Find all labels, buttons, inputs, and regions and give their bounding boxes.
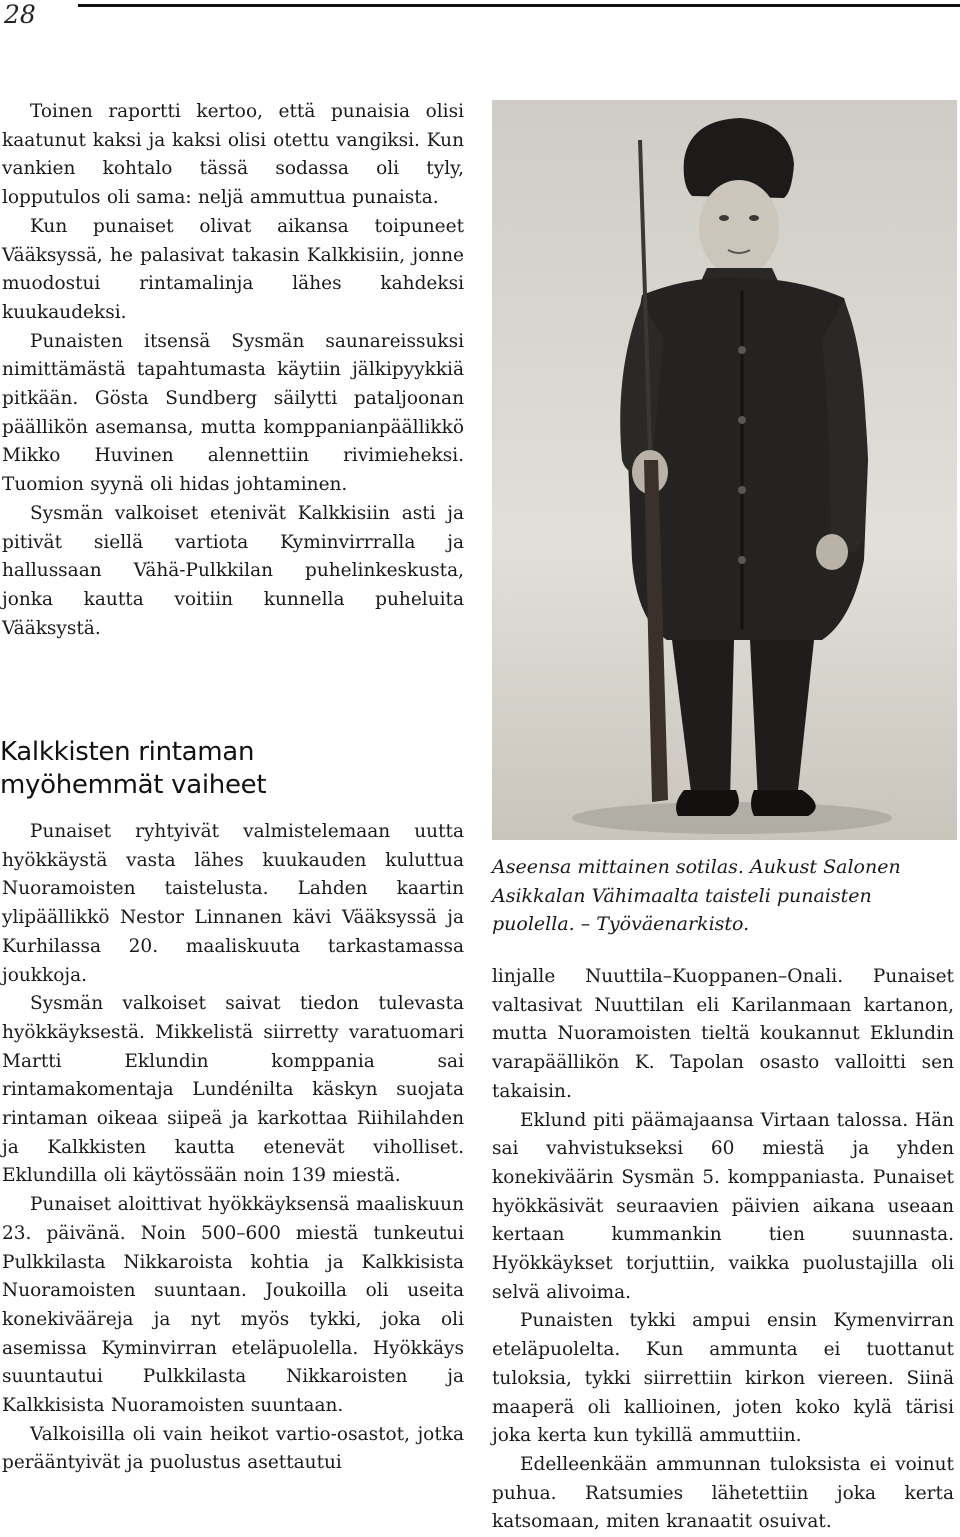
header-rule	[78, 4, 960, 7]
paragraph: Punaisten tykki ampui ensin Kymenvirran eteläpuolelta. Kun ammunta ei tuottanut tuloksia, tykki siirrettiin kirkon viereen. Siinä maaperä oli kallioinen, joten koko kylä tärisi joka kerta kun tykillä ammuttiin.	[492, 1310, 954, 1447]
soldier-photo	[492, 100, 957, 840]
right-column	[492, 963, 954, 1537]
left-column-top	[2, 98, 464, 643]
section-heading	[0, 736, 470, 802]
photo-caption: Aseensa mittainen sotilas. Aukust Salonen Asikkalan Vähimaalta taisteli punaisten puolella. – Työväenarkisto.	[492, 856, 901, 935]
paragraph: Kun punaiset olivat aikansa toipuneet Vääksyssä, he palasivat takasin Kalkkisiin, jonne muodostui rintamalinja lähes kahdeksi kuukaudeksi.	[2, 215, 464, 323]
paragraph: Sysmän valkoiset etenivät Kalkkisiin asti ja pitivät siellä vartiota Kyminvirrralla ja hallussaan Vähä-Pulkkilan puhelinkeskusta, jonka kautta voitiin kunnella puheluita Vääksystä.	[2, 502, 464, 639]
paragraph: linjalle Nuuttila–Kuoppanen–Onali. Punaiset valtasivat Nuuttilan eli Karilanmaan kartanon, mutta Nuoramoisten tieltä koukannut Eklundin varapäällikön K. Tapolan osasto valloitti sen takaisin.	[492, 966, 954, 1102]
paragraph: Punaisten itsensä Sysmän saunareissuksi nimittämästä tapahtumasta käytiin jälkipyykkiä pitkään. Gösta Sundberg säilytti pataljoonan päällikön asemansa, mutta komppanianpäällikkö Mikko Huvinen alennettiin rivimieheksi. Tuomion syynä oli hidas johtaminen.	[2, 330, 464, 496]
soldier-illustration	[492, 100, 957, 840]
section-heading-line2: myöhemmät vaiheet	[0, 770, 267, 800]
paragraph: Valkoisilla oli vain heikot vartio-osastot, jotka perääntyivät ja puolustus asettautui	[2, 1423, 464, 1474]
left-column-bottom	[2, 818, 464, 1478]
paragraph: Punaiset aloittivat hyökkäyksensä maaliskuun 23. päivänä. Noin 500–600 miestä tunkeutui Pulkkilasta Nikkaroista kohtia ja Kalkkisista Nuoramoisten suuntaan. Joukoilla oli useita konekivääreja ja nyt myös tykki, joka oli asemissa Kyminvirran eteläpuolella. Hyökkäys suuntautui Pulkkilasta Nikkaroisten ja Kalkkisista Nuoramoisten suuntaan.	[2, 1194, 464, 1417]
paragraph: Sysmän valkoiset saivat tiedon tulevasta hyökkäyksestä. Mikkelistä siirretty varatuomari Martti Eklundin komppania sai rintamakomentaja Lundénilta käskyn suojata rintaman oikeaa siipeä ja karkottaa Riihilahden ja Kalkkisten kautta etenevät viholliset. Eklundilla oli käytössään noin 139 miestä.	[2, 993, 464, 1187]
paragraph: Punaiset ryhtyivät valmistelemaan uutta hyökkäystä vasta lähes kuukauden kuluttua Nuoramoisten taistelusta. Lahden kaartin ylipäällikkö Nestor Linnanen kävi Vääksyssä ja Kurhilassa 20. maaliskuuta tarkastamassa joukkoja.	[2, 821, 464, 986]
paragraph: Edelleenkään ammunnan tuloksista ei voinut puhua. Ratsumies lähetettiin joka kerta katsomaan, miten kranaatit osuivat.	[492, 1453, 954, 1533]
section-heading-line1: Kalkkisten rintaman	[0, 737, 255, 767]
paragraph: Toinen raportti kertoo, että punaisia olisi kaatunut kaksi ja kaksi olisi otettu vangiksi. Kun vankien kohtalo tässä sodassa oli tyly, lopputulos oli sama: neljä ammuttua punaista.	[2, 101, 464, 209]
paragraph: Eklund piti päämajaansa Virtaan talossa. Hän sai vahvistukseksi 60 miestä ja yhden konekiväärin Sysmän 5. komppaniasta. Punaiset hyökkäsivät seuraavien päivien aikana useaan kertaan kummankin tien suunnasta. Hyökkäykset torjuttiin, vaikka puolustajilla oli selvä alivoima.	[492, 1109, 954, 1303]
page-number: 28	[4, 0, 36, 29]
